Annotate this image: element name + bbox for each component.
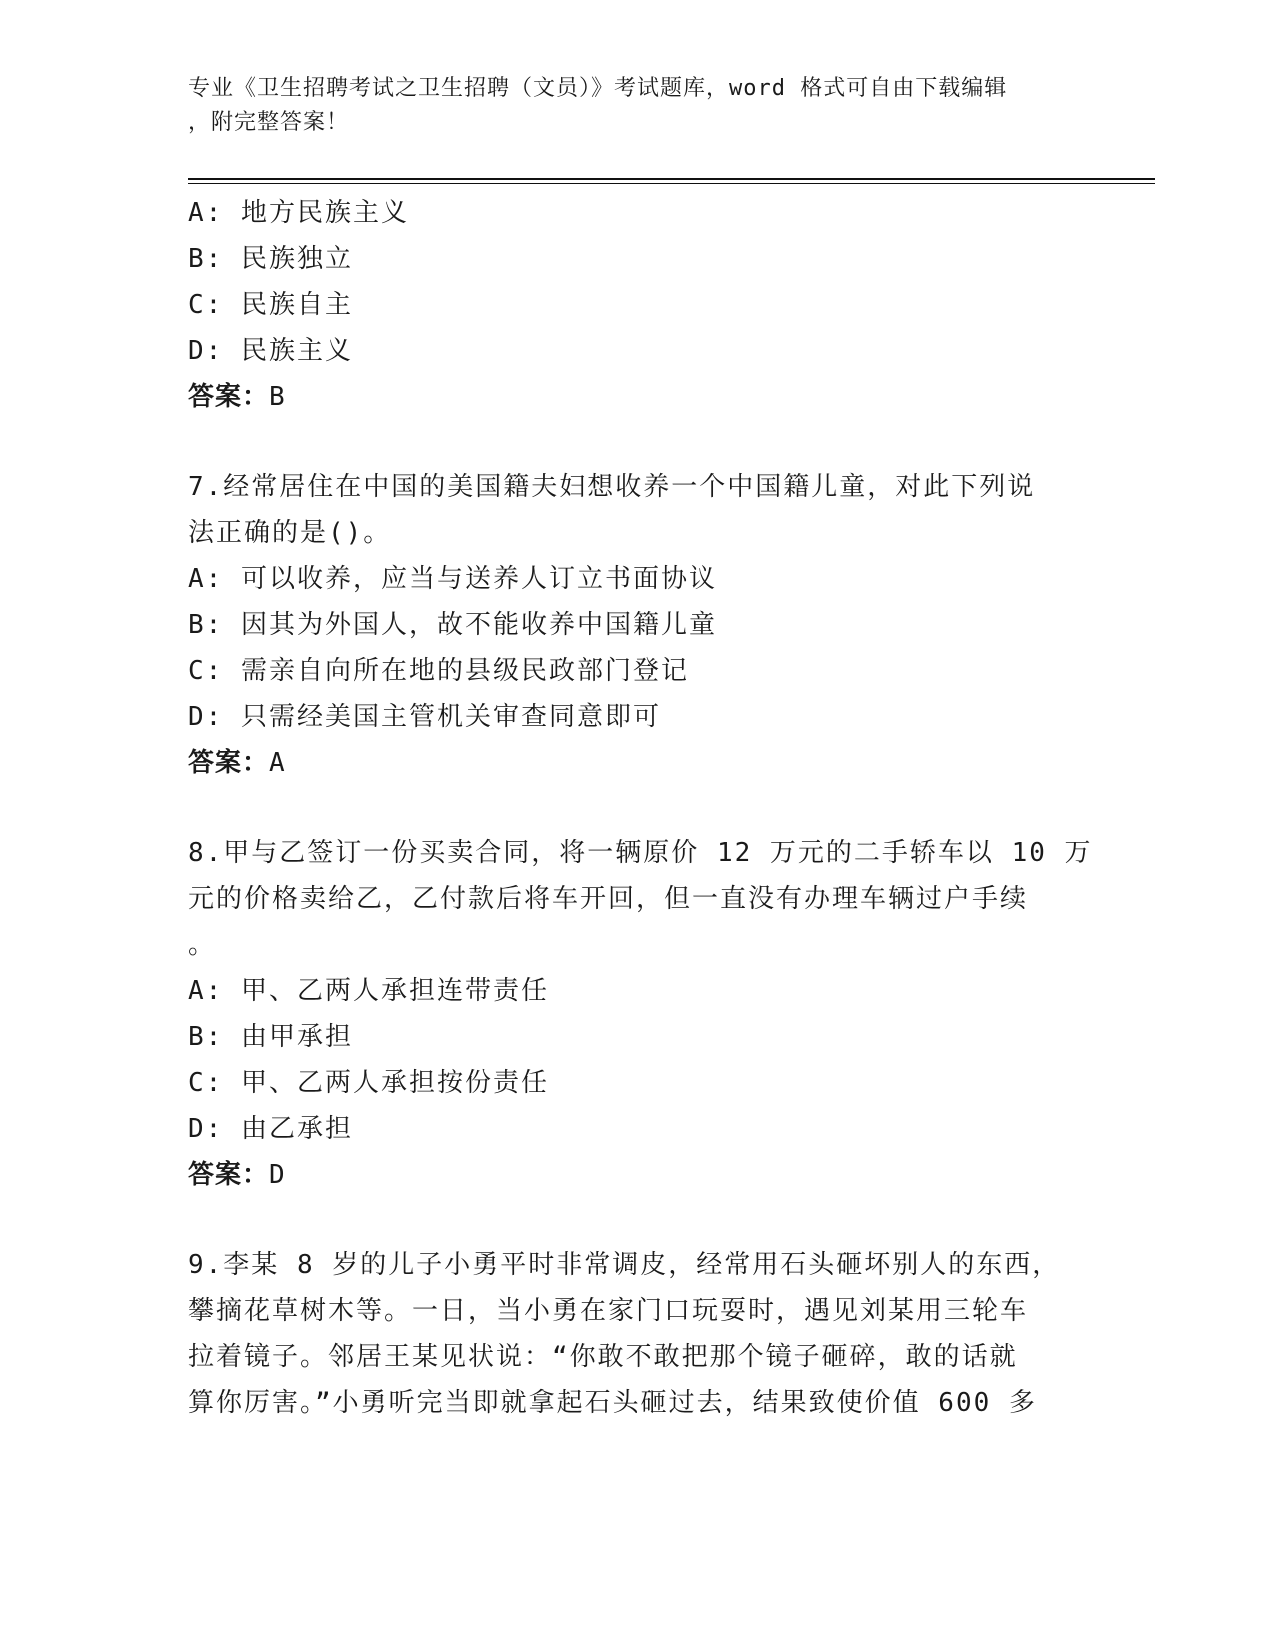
document-header [188,72,1088,140]
q6-option-d: D: 民族主义 [188,336,353,366]
q6-answer-label: 答案： [188,382,270,412]
q7-answer-value: A [269,748,286,778]
q8-answer [188,1152,1068,1198]
q8-answer-value: D [269,1160,286,1190]
q9-stem-line-2: 攀摘花草树木等。一日，当小勇在家门口玩耍时，遇见刘某用三轮车 [188,1296,1029,1326]
header-line-2: ，附完整答案！ [188,110,350,135]
q9-stem-line-3: 拉着镜子。邻居王某见状说：“你敢不敢把那个镜子砸碎，敢的话就 [188,1342,1018,1372]
question-content [188,190,1093,1426]
q7-option-c: C: 需亲自向所在地的县级民政部门登记 [188,656,689,686]
q8-option-c: C: 甲、乙两人承担按份责任 [188,1068,549,1098]
q8-stem-line-3: 。 [188,930,217,960]
q7-option-d: D: 只需经美国主管机关审查同意即可 [188,702,661,732]
question-9-block [188,1242,1068,1426]
q7-option-b: B: 因其为外国人，故不能收养中国籍儿童 [188,610,717,640]
q8-option-d: D: 由乙承担 [188,1114,353,1144]
q7-answer [188,740,1068,786]
q7-answer-label: 答案： [188,748,270,778]
q6-answer-value: B [269,382,286,412]
q7-stem-line-2: 法正确的是()。 [188,518,392,548]
q8-option-b: B: 由甲承担 [188,1022,353,1052]
q8-stem-line-2: 元的价格卖给乙，乙付款后将车开回，但一直没有办理车辆过户手续 [188,884,1029,914]
question-6-block [188,190,1068,420]
q6-option-a: A: 地方民族主义 [188,198,409,228]
q6-option-b: B: 民族独立 [188,244,353,274]
header-divider-thick [188,178,1155,180]
q6-answer [188,374,1068,420]
q9-stem-line-4: 算你厉害。”小勇听完当即就拿起石头砸过去，结果致使价值 600 多 [188,1388,1037,1418]
q6-option-c: C: 民族自主 [188,290,353,320]
q8-option-a: A: 甲、乙两人承担连带责任 [188,976,549,1006]
q8-answer-label: 答案： [188,1160,270,1190]
q7-stem-line-1: 7.经常居住在中国的美国籍夫妇想收养一个中国籍儿童，对此下列说 [188,472,1036,502]
q8-stem-line-1: 8.甲与乙签订一份买卖合同，将一辆原价 12 万元的二手轿车以 10 万 [188,838,1093,868]
header-divider-thin [188,183,1155,184]
q7-option-a: A: 可以收养，应当与送养人订立书面协议 [188,564,717,594]
q9-stem-line-1: 9.李某 8 岁的儿子小勇平时非常调皮，经常用石头砸坏别人的东西， [188,1250,1061,1280]
question-7-block [188,464,1068,786]
question-8-block [188,830,1093,1198]
header-line-1: 专业《卫生招聘考试之卫生招聘（文员）》考试题库，word 格式可自由下载编辑 [188,76,1008,101]
